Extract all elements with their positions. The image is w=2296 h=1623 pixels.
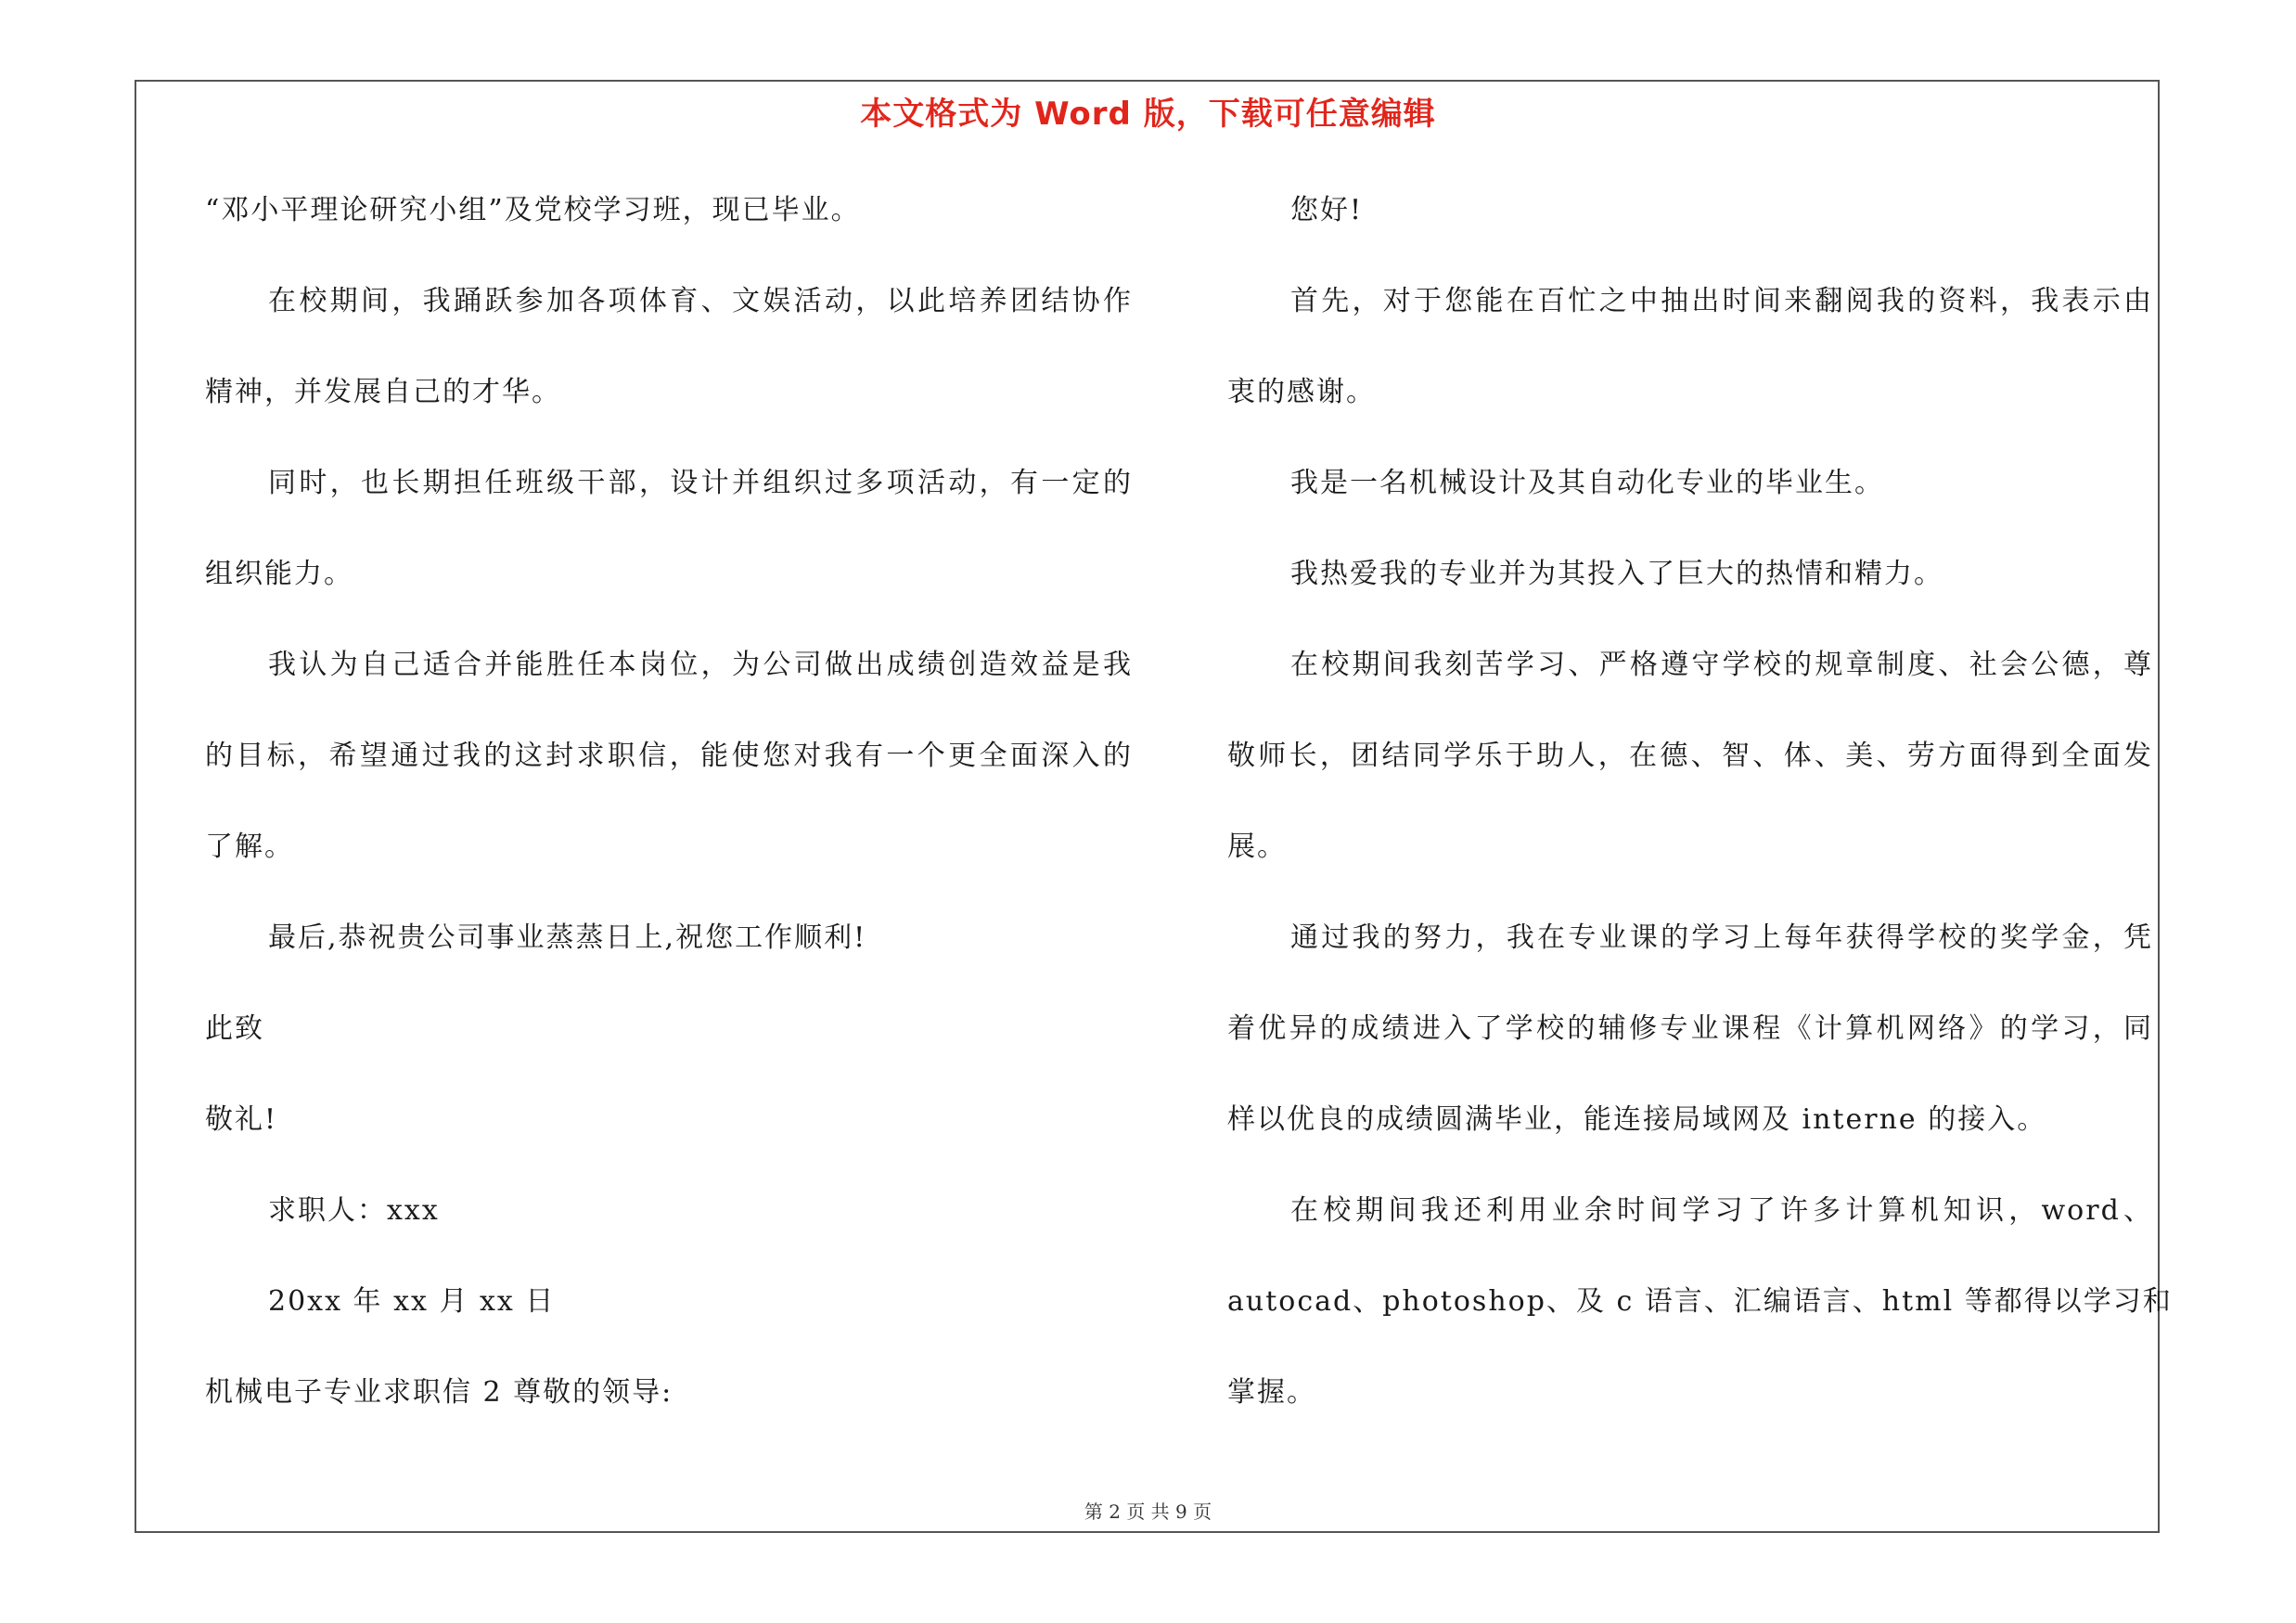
text-line: 同时，也长期担任班级干部，设计并组织过多项活动，有一定的 [268, 467, 1133, 499]
text-line: 了解。 [205, 831, 294, 863]
text-line: 在校期间，我踊跃参加各项体育、文娱活动，以此培养团结协作 [268, 285, 1133, 317]
text-line: 我是一名机械设计及其自动化专业的毕业生。 [1290, 467, 1884, 499]
text-line: 在校期间我刻苦学习、严格遵守学校的规章制度、社会公德，尊 [1290, 649, 2153, 681]
text-line: 20xx 年 xx 月 xx 日 [268, 1285, 556, 1318]
left-text-column [205, 181, 1133, 1454]
text-line: “邓小平理论研究小组”及党校学习班，现已毕业。 [205, 194, 861, 226]
text-line: 在校期间我还利用业余时间学习了许多计算机知识，word、 [1290, 1194, 2153, 1227]
text-line: 掌握。 [1227, 1376, 1316, 1409]
right-text-column [1227, 181, 2173, 1454]
text-line: 敬礼! [205, 1103, 278, 1136]
text-line: 组织能力。 [205, 558, 353, 590]
text-line: 的目标，希望通过我的这封求职信，能使您对我有一个更全面深入的 [205, 740, 1133, 772]
word-format-banner: 本文格式为 Word 版，下载可任意编辑 [860, 96, 1436, 133]
text-line: 求职人：xxx [268, 1194, 440, 1227]
text-line: 着优异的成绩进入了学校的辅修专业课程《计算机网络》的学习，同 [1227, 1012, 2153, 1045]
text-line: 我认为自己适合并能胜任本岗位，为公司做出成绩创造效益是我 [268, 649, 1133, 681]
text-line: 首先，对于您能在百忙之中抽出时间来翻阅我的资料，我表示由 [1290, 285, 2153, 317]
text-line: 展。 [1227, 831, 1287, 863]
text-line: 样以优良的成绩圆满毕业，能连接局域网及 interne 的接入。 [1227, 1103, 2047, 1136]
text-line: 最后,恭祝贵公司事业蒸蒸日上,祝您工作顺利! [268, 921, 867, 954]
text-line: 此致 [205, 1012, 264, 1045]
text-line: 我热爱我的专业并为其投入了巨大的热情和精力。 [1290, 558, 1943, 590]
text-line: 衷的感谢。 [1227, 376, 1376, 408]
text-line: autocad、photoshop、及 c 语言、汇编语言、html 等都得以学习和 [1227, 1285, 2173, 1318]
page-number: 第 2 页 共 9 页 [1084, 1501, 1212, 1523]
text-line: 精神，并发展自己的才华。 [205, 376, 561, 408]
text-line: 机械电子专业求职信 2 尊敬的领导: [205, 1376, 673, 1409]
text-line: 您好! [1290, 194, 1364, 226]
text-line: 敬师长，团结同学乐于助人，在德、智、体、美、劳方面得到全面发 [1227, 740, 2153, 772]
text-line: 通过我的努力，我在专业课的学习上每年获得学校的奖学金，凭 [1290, 921, 2153, 954]
